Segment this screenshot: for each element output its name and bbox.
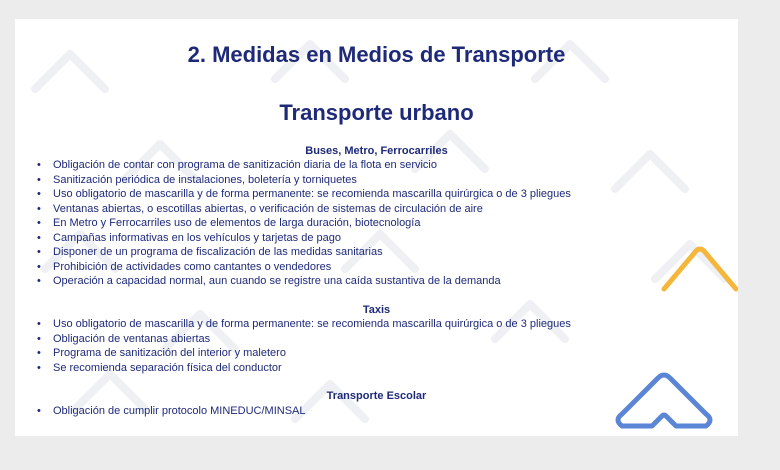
- bullet-icon: •: [37, 188, 41, 200]
- bullet-icon: •: [37, 260, 41, 273]
- list-item: • Obligación de contar con programa de sanitización diaria de la flota en servicio: [37, 159, 437, 171]
- list-item: • Ventanas abiertas, o escotillas abiertas, o verificación de sistemas de circulación de aire: [37, 202, 483, 215]
- slide-subtitle: Transporte urbano: [279, 100, 474, 125]
- list-item: • Obligación de ventanas abiertas: [37, 332, 211, 345]
- bullet-icon: •: [37, 405, 41, 417]
- bullet-list-escolar: [37, 404, 717, 419]
- bullet-list-buses: [37, 158, 717, 289]
- bullet-icon: •: [37, 246, 41, 258]
- slide-title: 2. Medidas en Medios de Transporte: [187, 42, 566, 67]
- list-item: • Operación a capacidad normal, aun cuando se registre una caída sustantiva de la demanda: [37, 275, 501, 287]
- bullet-icon: •: [37, 202, 41, 215]
- section-heading-buses: Buses, Metro, Ferrocarriles: [305, 145, 448, 157]
- list-item: • Se recomienda separación física del conductor: [37, 361, 282, 374]
- list-item: • Campañas informativas en los vehículos y tarjetas de pago: [37, 231, 341, 244]
- list-item: • Disponer de un programa de fiscalización de las medidas sanitarias: [37, 246, 383, 258]
- bullet-icon: •: [37, 173, 41, 186]
- bullet-icon: •: [37, 159, 41, 171]
- presentation-slide: [15, 19, 738, 436]
- list-item: • Uso obligatorio de mascarilla y de forma permanente: se recomienda mascarilla quirúrgica o de 3 pliegues: [37, 188, 571, 200]
- section-heading-escolar: Transporte Escolar: [326, 390, 427, 402]
- list-item: • Sanitización periódica de instalaciones, boletería y torniquetes: [37, 173, 357, 186]
- bullet-icon: •: [37, 347, 41, 359]
- list-item: • Uso obligatorio de mascarilla y de forma permanente: se recomienda mascarilla quirúrgica o de 3 pliegues: [37, 318, 571, 330]
- bullet-icon: •: [37, 318, 41, 330]
- bullet-icon: •: [37, 231, 41, 244]
- bullet-list-taxis: [37, 317, 717, 375]
- section-heading-taxis: Taxis: [362, 304, 391, 316]
- list-item: • Prohibición de actividades como cantantes o vendedores: [37, 260, 332, 273]
- bullet-icon: •: [37, 217, 41, 229]
- list-item: • En Metro y Ferrocarriles uso de elementos de larga duración, biotecnología: [37, 217, 421, 229]
- list-item: • Obligación de cumplir protocolo MINEDUC/MINSAL: [37, 405, 306, 417]
- list-item: • Programa de sanitización del interior y maletero: [37, 347, 286, 359]
- bullet-icon: •: [37, 332, 41, 345]
- bullet-icon: •: [37, 275, 41, 287]
- bullet-icon: •: [37, 361, 41, 374]
